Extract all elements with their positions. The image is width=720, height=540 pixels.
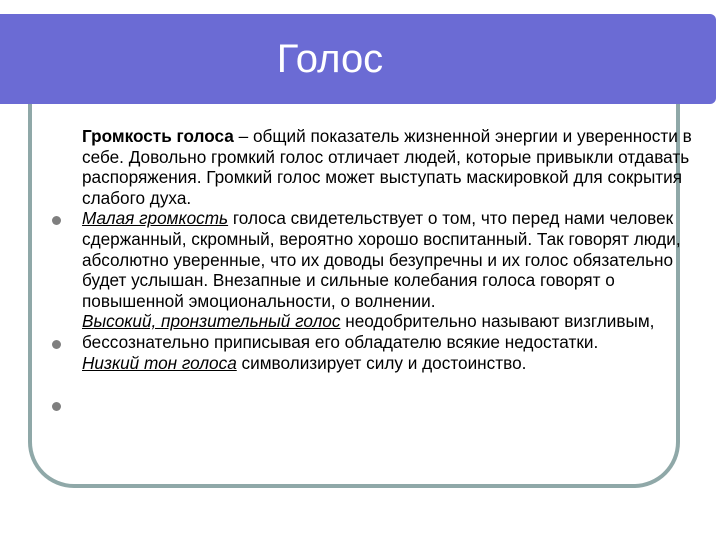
- paragraph-high-voice: [54, 311, 694, 352]
- term-low-tone: Низкий тон голоса: [82, 352, 237, 373]
- text-low-tone: символизирует силу и достоинство.: [236, 352, 527, 373]
- title-bar: [0, 14, 716, 104]
- slide-content: [54, 126, 694, 373]
- slide-title: Голос: [276, 37, 384, 81]
- bullet-icon: [52, 402, 61, 411]
- text-loudness: – общий показатель жизненной энергии и уверенности в себе. Довольно громкий голос отличает людей, которые привыкли отдавать распоряжения. Громкий голос может выступать маскировкой для сокрытия слабого духа.: [82, 126, 692, 208]
- text-low-volume: голоса свидетельствует о том, что перед нами человек сдержанный, скромный, вероятно хорошо воспитанный. Так говорят люди, абсолютно уверенные, что их доводы безупречны и их голос обязательно будет услышан. Внезапные и сильные колебания голоса говорят о повышенной эмоциональности, о волнении.: [82, 208, 681, 311]
- paragraph-loudness: [54, 126, 694, 208]
- term-high-voice: Высокий, пронзительный голос: [82, 311, 341, 332]
- term-low-volume: Малая громкость: [82, 208, 229, 229]
- paragraph-low-tone: [54, 353, 694, 374]
- text-high-voice: неодобрительно называют визгливым, бессознательно приписывая его обладателю всякие недостатки.: [82, 311, 655, 352]
- paragraph-low-volume: [54, 208, 694, 311]
- term-loudness: Громкость голоса: [82, 126, 234, 146]
